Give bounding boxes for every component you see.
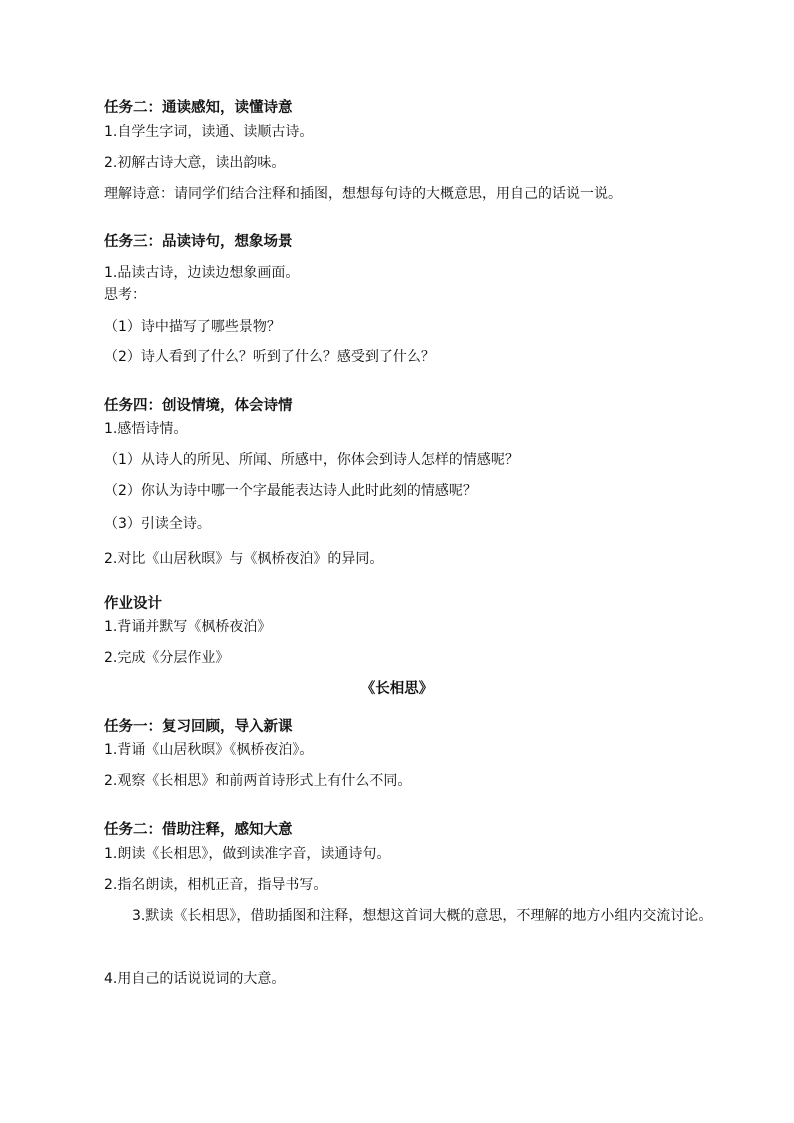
task1-item-2: 2.观察《长相思》和前两首诗形式上有什么不同。 xyxy=(104,773,412,789)
task4-item-1: 1.感悟诗情。 xyxy=(104,421,188,437)
task2-item-1: 1.自学生字词，读通、读顺古诗。 xyxy=(104,124,314,140)
task3-heading: 任务三：品读诗句，想象场景 xyxy=(104,234,293,250)
task1-item-1: 1.背诵《山居秋暝》《枫桥夜泊》。 xyxy=(104,742,314,758)
homework-heading: 作业设计 xyxy=(104,596,162,612)
task3-think-label: 思考： xyxy=(104,287,146,303)
homework-item-2: 2.完成《分层作业》 xyxy=(104,650,230,666)
task2b-item-3: 3.默读《长相思》，借助插图和注释，想想这首词大概的意思，不理解的地方小组内交流讨论。 xyxy=(132,908,713,924)
task2-item-2: 2.初解古诗大意，读出韵味。 xyxy=(104,155,286,171)
task3-question-2: （2）诗人看到了什么？听到了什么？感受到了什么？ xyxy=(104,349,435,365)
task2b-item-4: 4.用自己的话说说词的大意。 xyxy=(104,971,286,987)
task4-question-2: （2）你认为诗中哪一个字最能表达诗人此时此刻的情感呢？ xyxy=(104,483,477,499)
task2b-item-1: 1.朗读《长相思》，做到读准字音，读通诗句。 xyxy=(104,846,391,862)
task2-item-3: 理解诗意：请同学们结合注释和插图，想想每句诗的大概意思，用自己的话说一说。 xyxy=(104,186,622,202)
task4-question-3: （3）引读全诗。 xyxy=(104,516,211,532)
task4-question-1: （1）从诗人的所见、所闻、所感中，你体会到诗人怎样的情感呢？ xyxy=(104,452,519,468)
homework-item-1: 1.背诵并默写《枫桥夜泊》 xyxy=(104,619,272,635)
task4-item-2: 2.对比《山居秋暝》与《枫桥夜泊》的异同。 xyxy=(104,551,384,567)
poem-title: 《长相思》 xyxy=(360,681,434,697)
task2b-item-2: 2.指名朗读，相机正音，指导书写。 xyxy=(104,877,328,893)
task3-item-1: 1.品读古诗，边读边想象画面。 xyxy=(104,265,300,281)
task3-question-1: （1）诗中描写了哪些景物？ xyxy=(104,319,281,335)
task4-heading: 任务四：创设情境，体会诗情 xyxy=(104,398,293,414)
task2-heading: 任务二：通读感知，读懂诗意 xyxy=(104,100,293,116)
task1-heading: 任务一：复习回顾，导入新课 xyxy=(104,719,293,735)
task2b-heading: 任务二：借助注释，感知大意 xyxy=(104,822,293,838)
